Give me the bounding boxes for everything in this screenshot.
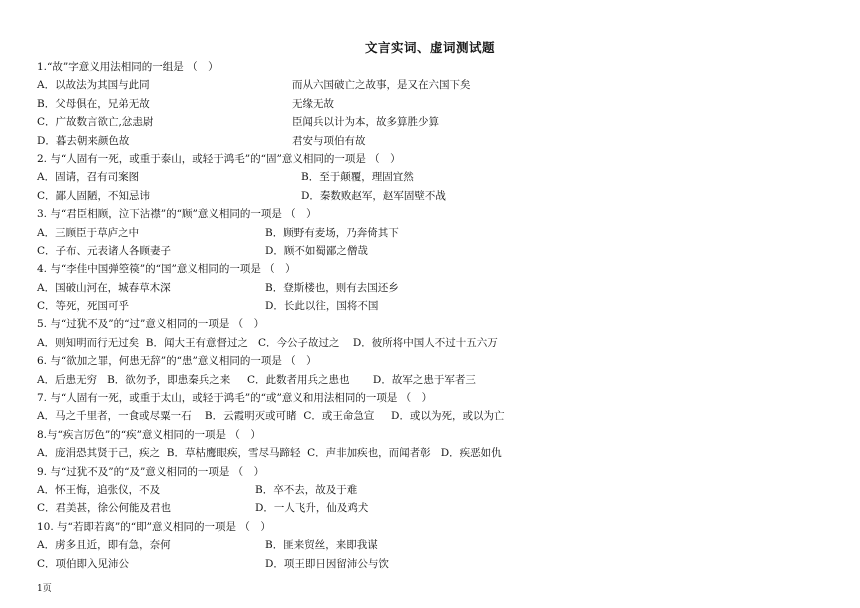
question-3-option-row — [37, 224, 837, 242]
question-2-option-row — [37, 168, 837, 186]
question-list — [37, 58, 837, 573]
option-text: C．君美甚，徐公何能及君也 — [37, 502, 172, 515]
question-6-options — [37, 371, 837, 389]
option-text: A．则知明而行无过矣 B．闻大王有意督过之 C．今公子故过之 D．彼所将中国人不过十五六万 — [37, 336, 498, 349]
question-text: 7. 与“人固有一死，或重于太山，或轻于鸿毛”的“或”意义和用法相同的一项是 （ ） — [37, 392, 433, 405]
option-text: 君安与项伯有故 — [292, 134, 366, 147]
option-text: A．固请，召有司案图 — [37, 171, 140, 184]
question-6-stem — [37, 352, 837, 370]
question-text: 2. 与“人固有一死，或重于泰山，或轻于鸿毛”的“固”意义相同的一项是 （ ） — [37, 152, 401, 165]
option-text: C．子布、元表诸人各顾妻子 — [37, 244, 172, 257]
question-4-stem — [37, 260, 837, 278]
question-8-stem — [37, 426, 837, 444]
option-text: 臣闻兵以计为本，故多算胜少算 — [292, 116, 439, 129]
option-text: A．怀王悔，追张仪，不及 — [37, 483, 161, 496]
question-2-option-row — [37, 187, 837, 205]
option-text: C．鄙人固陋，不知忌讳 — [37, 189, 151, 202]
question-7-options — [37, 407, 837, 425]
question-text: 6. 与“欲加之罪，何患无辞”的“患”意义相同的一项是 （ ） — [37, 355, 317, 368]
question-10-stem — [37, 518, 837, 536]
question-5-stem — [37, 315, 837, 333]
option-text: B．卒不去，故及于难 — [255, 483, 358, 496]
option-text: A．三顾臣于草庐之中 — [37, 226, 140, 239]
question-text: 3. 与“君臣相顾，泣下沾襟”的“顾”意义相同的一项是 （ ） — [37, 208, 317, 221]
option-text: C．等死，死国可乎 — [37, 300, 130, 313]
option-text: D．项王即日因留沛公与饮 — [265, 557, 389, 570]
question-1-option-row — [37, 132, 837, 150]
question-2-stem — [37, 150, 837, 168]
option-text: A．后患无穷 B．欲勿予，即患秦兵之来 C．此数者用兵之患也 D．故军之患于军者三 — [37, 373, 476, 386]
question-1-option-row — [37, 95, 837, 113]
option-text: A．虏多且近，即有急，奈何 — [37, 539, 171, 552]
question-10-option-row — [37, 536, 837, 554]
option-text: D．顾不如蜀鄙之僧哉 — [265, 244, 368, 257]
question-text: 10. 与“若即若离”的“即”意义相同的一项是 （ ） — [37, 520, 271, 533]
question-4-option-row — [37, 297, 837, 315]
option-text: 而从六国破亡之故事，是又在六国下矣 — [292, 79, 471, 92]
option-text: A．以故法为其国与此同 — [37, 79, 150, 92]
option-text: A．庞涓恐其贤于己，疾之 B．草枯鹰眼疾，雪尽马蹄轻 C．声非加疾也，而闻者彰 D．疾恶如仇 — [37, 447, 502, 460]
question-1-option-row — [37, 76, 837, 94]
option-text: B．匪来贸丝，来即我谋 — [265, 539, 378, 552]
question-10-option-row — [37, 555, 837, 573]
question-text: 5. 与“过犹不及”的“过”意义相同的一项是 （ ） — [37, 318, 265, 331]
option-text: D．秦数败赵军，赵军固壁不战 — [301, 189, 446, 202]
document-title: 文言实词、虚词测试题 — [364, 40, 495, 55]
option-text: A．马之千里者，一食或尽粟一石 B．云霞明灭或可睹 C．或王命急宣 D．或以为死，或以为亡 — [37, 410, 505, 423]
question-text: 1.“故”字意义用法相同的一组是 （ ） — [37, 61, 219, 73]
question-1-stem — [37, 58, 837, 76]
question-3-stem — [37, 205, 837, 223]
question-text: 9. 与“过犹不及”的“及”意义相同的一项是 （ ） — [37, 465, 265, 478]
option-text: B．父母俱在，兄弟无故 — [37, 97, 150, 110]
question-3-option-row — [37, 242, 837, 260]
option-text: D．暮去朝来颜色故 — [37, 134, 130, 147]
option-text: B．至于颠覆，理固宜然 — [301, 171, 414, 184]
page-number: 1页 — [37, 584, 52, 594]
option-text: B．登斯楼也，则有去国还乡 — [265, 281, 399, 294]
question-9-stem — [37, 463, 837, 481]
question-1-option-row — [37, 113, 837, 131]
option-text: D．一人飞升，仙及鸡犬 — [255, 502, 369, 515]
question-5-options — [37, 334, 837, 352]
option-text: B．顾野有麦场，乃奔倚其下 — [265, 226, 399, 239]
option-text: 无缘无故 — [292, 97, 334, 110]
option-text: C．广故数言欲亡,忿恚尉 — [37, 116, 154, 129]
question-7-stem — [37, 389, 837, 407]
option-text: A．国破山河在，城春草木深 — [37, 281, 171, 294]
question-text: 8.与“疾言厉色”的“疾”意义相同的一项是 （ ） — [37, 428, 261, 441]
question-9-option-row — [37, 499, 837, 517]
option-text: C．项伯即入见沛公 — [37, 557, 130, 570]
question-text: 4. 与“李佳中国弹箜篌”的“国”意义相同的一项是 （ ） — [37, 263, 296, 276]
question-8-options — [37, 444, 837, 462]
option-text: D．长此以往，国将不国 — [265, 300, 379, 313]
question-4-option-row — [37, 279, 837, 297]
question-9-option-row — [37, 481, 837, 499]
